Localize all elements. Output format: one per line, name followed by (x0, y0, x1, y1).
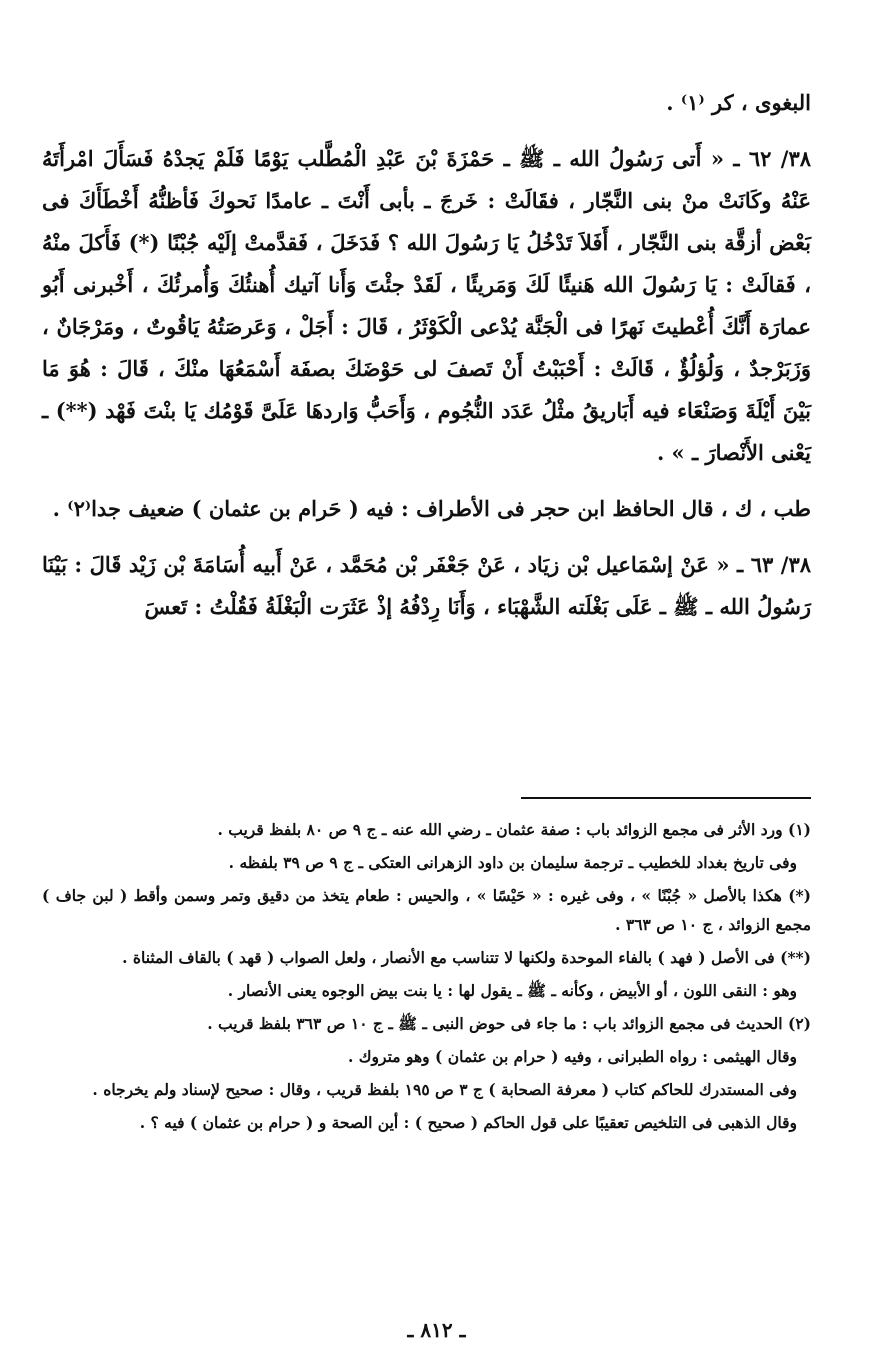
hadith-62-source: طب ، ك ، قال الحافظ ابن حجر فى الأطراف : فيه ( حَرام بن عثمان ) ضعيف جدا⁽٢⁾ . (52, 496, 811, 521)
footnote-star: (*) هكذا بالأصل « جُبْنًا » ، وفى غيره : « حَيْسًا » ، والحيس : طعام يتخذ من دقيق وتمر وسمن وأقط ( لبن جاف ) مجمع الزوائد ، ج ١٠ ص ٣٦٣ . (42, 886, 811, 934)
footnote-2: (٢) الحديث فى مجمع الزوائد باب : ما جاء فى حوض النبى ـ ﷺ ـ ج ١٠ ص ٣٦٣ بلفظ قريب . (207, 1014, 811, 1033)
footnote-2-haythami: وقال الهيثمى : رواه الطبرانى ، وفيه ( حرام بن عثمان ) وهو متروك . (347, 1047, 797, 1066)
footnote-separator (521, 797, 811, 799)
footnote-1: (١) ورد الأثر فى مجمع الزوائد باب : صفة عثمان ـ رضي الله عنه ـ ج ٩ ص ٨٠ بلفظ قريب . (217, 820, 811, 839)
page-number: ـ ٨١٢ ـ (407, 1318, 466, 1342)
footnote-1-continued: وفى تاريخ بغداد للخطيب ـ ترجمة سليمان بن داود الزهرانى العتكى ـ ج ٩ ص ٣٩ بلفظه . (228, 853, 797, 872)
source-line: البغوى ، كر ⁽١⁾ . (666, 90, 811, 115)
footnote-double-star: (**) فى الأصل ( فهد ) بالفاء الموحدة ولكنها لا تتناسب مع الأنصار ، ولعل الصواب ( قهد ) بالقاف المثناة . (122, 948, 811, 967)
hadith-63: ٣٨/ ٦٣ ـ « عَنْ إسْمَاعيل بْن زيَاد ، عَنْ جَعْفَر بْن مُحَمَّد ، عَنْ أَبيه أُسَامَةَ بْن زَيْد قَالَ : بَيْنَا رَسُولُ الله ـ ﷺ ـ عَلَى بَغْلَته الشَّهْبَاء ، وَأَنَا رِدْفُهُ إذْ عَثَرَت الْبَغْلَةُ فَقُلْتُ : تَعسَ (42, 552, 812, 619)
footnote-2-mustadrak: وفى المستدرك للحاكم كتاب ( معرفة الصحابة ) ج ٣ ص ١٩٥ بلفظ قريب ، وقال : صحيح لإسناد ولم يخرجاه . (92, 1080, 797, 1099)
footnote-double-star-continued: وهو : النقى اللون ، أو الأبيض ، وكأنه ـ ﷺ ـ يقول لها : يا بنت بيض الوجوه يعنى الأنصار . (227, 981, 797, 1000)
footnote-2-dhahabi: وقال الذهبى فى التلخيص تعقيبًا على قول الحاكم ( صحيح ) : أين الصحة و ( حرام بن عثمان ) فيه ؟ . (139, 1113, 797, 1132)
hadith-62: ٣٨/ ٦٢ ـ « أَتى رَسُولُ الله ـ ﷺ ـ حَمْزَةَ بْنَ عَبْدِ الْمُطَّلب يَوْمًا فَلَمْ يَجدْهُ فَسَأَلَ امْرأَتَهُ عَنْهُ وكَانَتْ منْ بنى النَّجّار ، فقَالَتْ : خَرجَ ـ بأبى أَنْتَ ـ عامدًا نَحوكَ فَأظنُّهُ أَخْطَأَكَ فى بَعْض أزقَّة بنى النَّجّار ، أَفَلاَ تَدْخُلُ يَا رَسُولَ الله ؟ فَدَخَلَ ، فَقدَّمتْ إلَيْه جُبْنًا (*) فَأَكلَ منْهُ ، فَقالَتْ : يَا رَسُولَ الله هَنيئًا لَكَ وَمَريئًا ، لَقَدْ جئْتَ وَأَنا آتيك أُهنئُكَ وَأُمرئُكَ ، أَخْبرنى أَبُو عمارَة أَنَّكَ أُعْطيتَ نَهرًا فى الْجَنَّة يُدْعى الْكَوْثَرُ ، قَالَ : أَجَلْ ، وَعَرصَتُهُ يَاقُوتٌ ، ومَرْجَانٌ ، وَزَبَرْجدٌ ، وَلُؤلُؤٌ ، قَالَتْ : أَحْبَبْتُ أَنْ تَصفَ لى حَوْضَكَ بصفَة أَسْمَعُهَا منْكَ ، قَالَ : هُوَ مَا بَيْنَ أَيْلَةَ وَصَنْعَاء فيه أَبَاريقُ مثْلُ عَدَد النُّجُوم ، وَأَحَبُّ وَاردهَا عَلَىَّ قَوْمُك يَا بنْتَ فَهْد (**) ـ يَعْنى الأَنْصارَ ـ » . (42, 146, 812, 465)
footnotes (42, 815, 811, 1141)
main-text (42, 82, 811, 642)
